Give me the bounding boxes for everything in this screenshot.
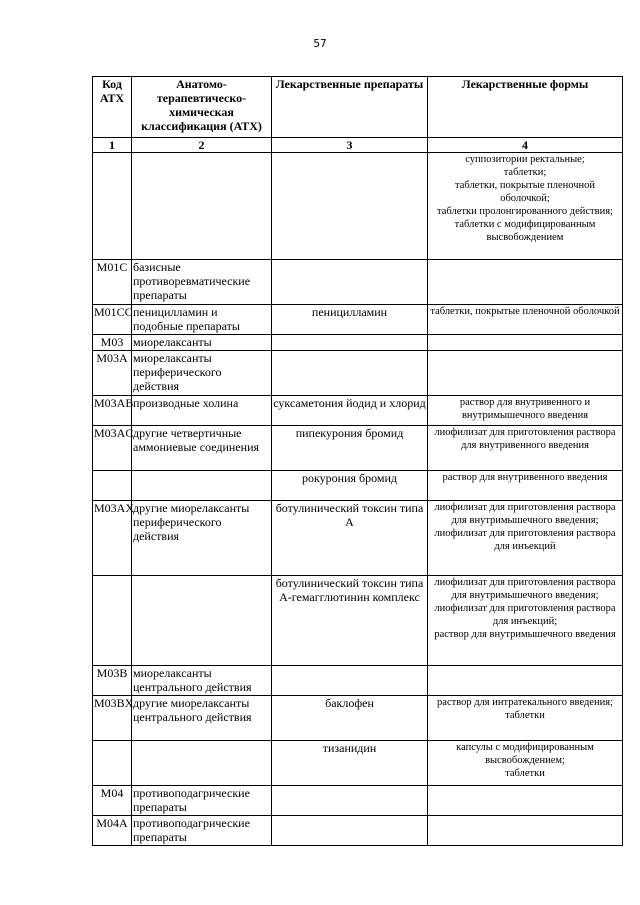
drug-cell: рокурония бромид [272,471,428,501]
drug-cell [272,666,428,696]
drug-cell: ботулинический токсин типа A [272,501,428,576]
dosage-form-item: раствор для внутривенного и внутримышечного введения [459,397,591,421]
dosage-form-item: лиофилизат для приготовления раствора для внутривенного введения [434,427,616,451]
dosage-form-item: лиофилизат для приготовления раствора для инъекций; [434,603,616,627]
classification-cell: противоподагрические препараты [132,786,272,816]
table-row [93,351,623,396]
classification-cell: миорелаксанты центрального действия [132,666,272,696]
table-row [93,501,623,576]
atc-code-cell [93,471,132,501]
drug-cell [272,786,428,816]
drug-cell [272,351,428,396]
dosage-forms-cell [428,576,623,666]
atc-code-cell [93,741,132,786]
dosage-forms-cell [428,335,623,351]
atc-code-cell: M04A [93,816,132,846]
table-body [93,153,623,846]
atc-code-cell: M03AC [93,426,132,471]
dosage-forms-cell [428,501,623,576]
classification-cell: другие четвертичные аммониевые соединения [132,426,272,471]
atc-code-cell [93,153,132,260]
page-number: 57 [313,38,327,50]
drug-cell: ботулинический токсин типа A-гемагглютинин комплекс [272,576,428,666]
classification-cell: базисные противоревматические препараты [132,260,272,305]
atc-code-cell: M03 [93,335,132,351]
table-row [93,396,623,426]
dosage-form-item: лиофилизат для приготовления раствора для инъекций [434,528,616,552]
table-row [93,696,623,741]
table-row [93,471,623,501]
classification-cell [132,576,272,666]
atc-code-cell [93,576,132,666]
dosage-forms-cell [428,696,623,741]
classification-cell: пеницилламин и подобные препараты [132,305,272,335]
dosage-form-item: таблетки с модифицированным высвобождением [454,219,596,243]
dosage-form-item: лиофилизат для приготовления раствора для внутримышечного введения; [434,577,616,601]
column-number: 2 [132,138,272,153]
classification-cell [132,741,272,786]
column-number-row [93,138,623,153]
atc-code-cell: M01CC [93,305,132,335]
dosage-form-item: раствор для внутривенного введения [442,472,608,483]
drug-cell: баклофен [272,696,428,741]
dosage-forms-cell [428,153,623,260]
atc-table [92,76,623,846]
dosage-form-item: таблетки, покрытые пленочной оболочкой; [454,180,595,204]
atc-code-cell: M03A [93,351,132,396]
table-row [93,335,623,351]
drug-cell [272,260,428,305]
table-row [93,786,623,816]
dosage-form-item: таблетки; [503,167,547,178]
dosage-form-item: таблетки [505,710,545,721]
table-row [93,666,623,696]
drug-cell: пеницилламин [272,305,428,335]
drug-cell [272,335,428,351]
dosage-forms-cell [428,426,623,471]
drug-cell: тизанидин [272,741,428,786]
dosage-form-item: суппозитории ректальные; [465,154,585,165]
table-row [93,305,623,335]
header-drugs: Лекарственные препараты [272,77,428,138]
dosage-form-item: лиофилизат для приготовления раствора для внутримышечного введения; [434,502,616,526]
classification-cell: противоподагрические препараты [132,816,272,846]
column-number: 3 [272,138,428,153]
classification-cell: миорелаксанты периферического действия [132,351,272,396]
atc-code-cell: M03AX [93,501,132,576]
drug-cell: пипекурония бромид [272,426,428,471]
atc-code-cell: M03BX [93,696,132,741]
atc-code-cell: M04 [93,786,132,816]
header-dosage-forms: Лекарственные формы [428,77,623,138]
classification-cell [132,471,272,501]
dosage-forms-cell [428,305,623,335]
dosage-forms-cell [428,741,623,786]
dosage-forms-cell [428,396,623,426]
dosage-form-item: таблетки [505,768,545,779]
classification-cell: производные холина [132,396,272,426]
atc-code-cell: M03AB [93,396,132,426]
dosage-forms-cell [428,471,623,501]
atc-code-cell: M01C [93,260,132,305]
classification-cell: миорелаксанты [132,335,272,351]
dosage-form-item: таблетки, покрытые пленочной оболочкой [430,306,620,317]
dosage-form-item: раствор для внутримышечного введения [434,629,616,640]
table-header [93,77,623,153]
column-number: 1 [93,138,132,153]
dosage-forms-cell [428,816,623,846]
atc-code-cell: M03B [93,666,132,696]
drug-cell: суксаметония йодид и хлорид [272,396,428,426]
drug-cell [272,816,428,846]
dosage-forms-cell [428,351,623,396]
table-row [93,741,623,786]
dosage-form-item: капсулы с модифицированным высвобождением; [456,742,594,766]
table-row [93,576,623,666]
table-row [93,260,623,305]
table-row [93,426,623,471]
classification-cell [132,153,272,260]
drug-cell [272,153,428,260]
header-atc-code: Код АТХ [93,77,132,138]
table-row [93,153,623,260]
classification-cell: другие миорелаксанты периферического действия [132,501,272,576]
header-classification: Анатомо-терапевтическо-химическая классификация (АТХ) [132,77,272,138]
dosage-form-item: таблетки пролонгированного действия; [437,206,613,217]
dosage-forms-cell [428,786,623,816]
classification-cell: другие миорелаксанты центрального действия [132,696,272,741]
dosage-forms-cell [428,666,623,696]
dosage-form-item: раствор для интратекального введения; [437,697,613,708]
table-row [93,816,623,846]
column-number: 4 [428,138,623,153]
dosage-forms-cell [428,260,623,305]
